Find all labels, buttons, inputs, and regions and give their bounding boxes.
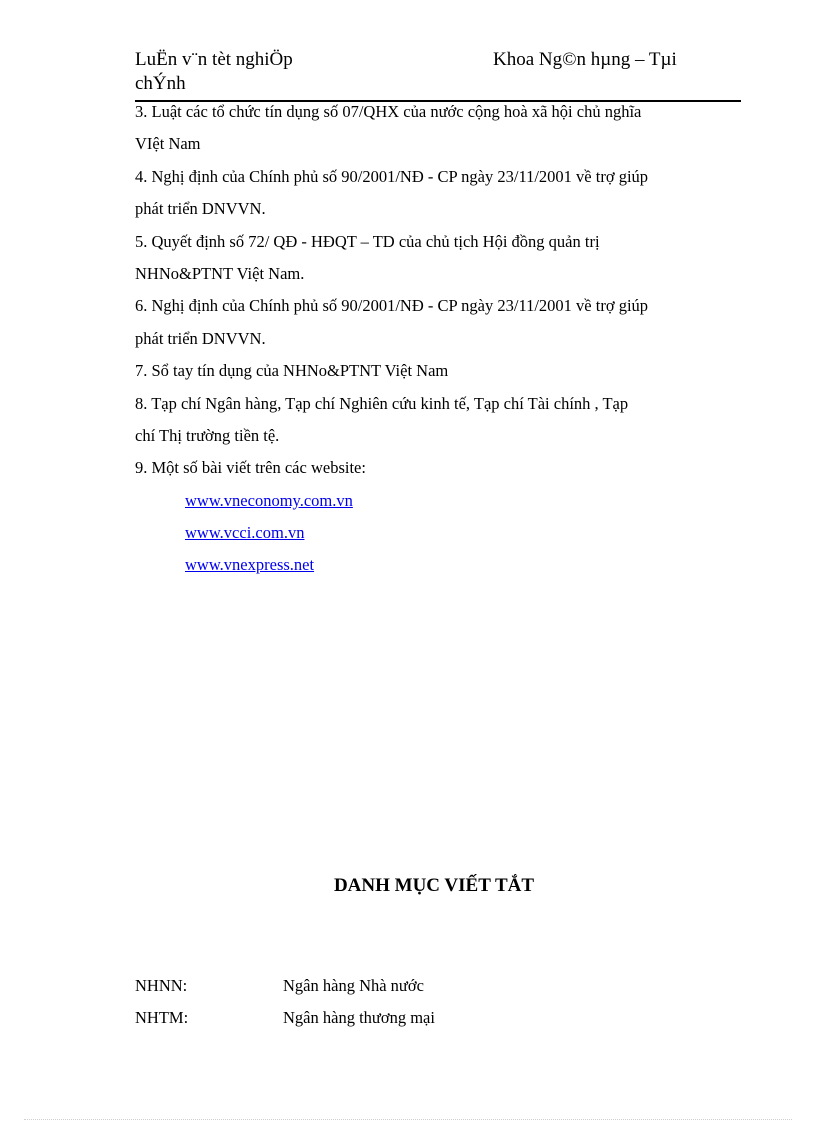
section-title: DANH MỤC VIẾT TẮT: [333, 875, 535, 896]
reference-line: VIệt Nam: [135, 134, 201, 154]
reference-line: 3. Luật các tổ chức tín dụng số 07/QHX của nước cộng hoà xã hội chủ nghĩa: [135, 102, 642, 121]
abbreviation-key: NHNN:: [135, 976, 188, 995]
page-bottom-rule: [24, 1119, 792, 1120]
abbreviation-row: [135, 970, 435, 1002]
reference-line: 7. Sổ tay tín dụng của NHNo&PTNT Việt Nam: [135, 361, 449, 381]
header-right: Khoa Ng©n hµng – Tµi: [493, 49, 677, 70]
website-link-row: [135, 549, 745, 581]
reference-line: chí Thị trường tiền tệ.: [135, 425, 280, 445]
header-left: [135, 48, 395, 96]
header-left-line1: LuËn v¨n tèt nghiÖp: [135, 49, 293, 70]
website-link-vneconomy[interactable]: www.vneconomy.com.vn: [185, 490, 353, 510]
abbreviation-list: [135, 970, 435, 1035]
reference-line: 8. Tạp chí Ngân hàng, Tạp chí Nghiên cứu kinh tế, Tạp chí Tài chính , Tạp: [135, 393, 629, 413]
reference-line: 5. Quyết định số 72/ QĐ - HĐQT – TD của chủ tịch Hội đồng quản trị: [135, 231, 600, 251]
abbreviation-key: NHTM:: [135, 1008, 189, 1028]
website-link-row: [135, 517, 745, 549]
website-link-vcci[interactable]: www.vcci.com.vn: [185, 523, 305, 543]
website-link-row: [135, 485, 745, 517]
reference-line: phát triển DNVVN.: [135, 328, 266, 348]
reference-line: 6. Nghị định của Chính phủ số 90/2001/NĐ - CP ngày 23/11/2001 về trợ giúp: [135, 296, 649, 316]
header-left-line2: chÝnh: [135, 73, 186, 94]
abbreviation-value: Ngân hàng thương mại: [283, 1008, 435, 1028]
abbreviation-row: [135, 1002, 435, 1034]
reference-line: 9. Một số bài viết trên các website:: [135, 458, 366, 478]
reference-line: 4. Nghị định của Chính phủ số 90/2001/NĐ - CP ngày 23/11/2001 về trợ giúp: [135, 166, 649, 186]
reference-line: NHNo&PTNT Việt Nam.: [135, 263, 305, 283]
reference-list: [135, 96, 745, 582]
page-header: [135, 48, 741, 102]
reference-line: phát triển DNVVN.: [135, 199, 266, 219]
website-link-vnexpress[interactable]: www.vnexpress.net: [185, 555, 315, 575]
abbreviation-value: Ngân hàng Nhà nước: [283, 976, 424, 995]
